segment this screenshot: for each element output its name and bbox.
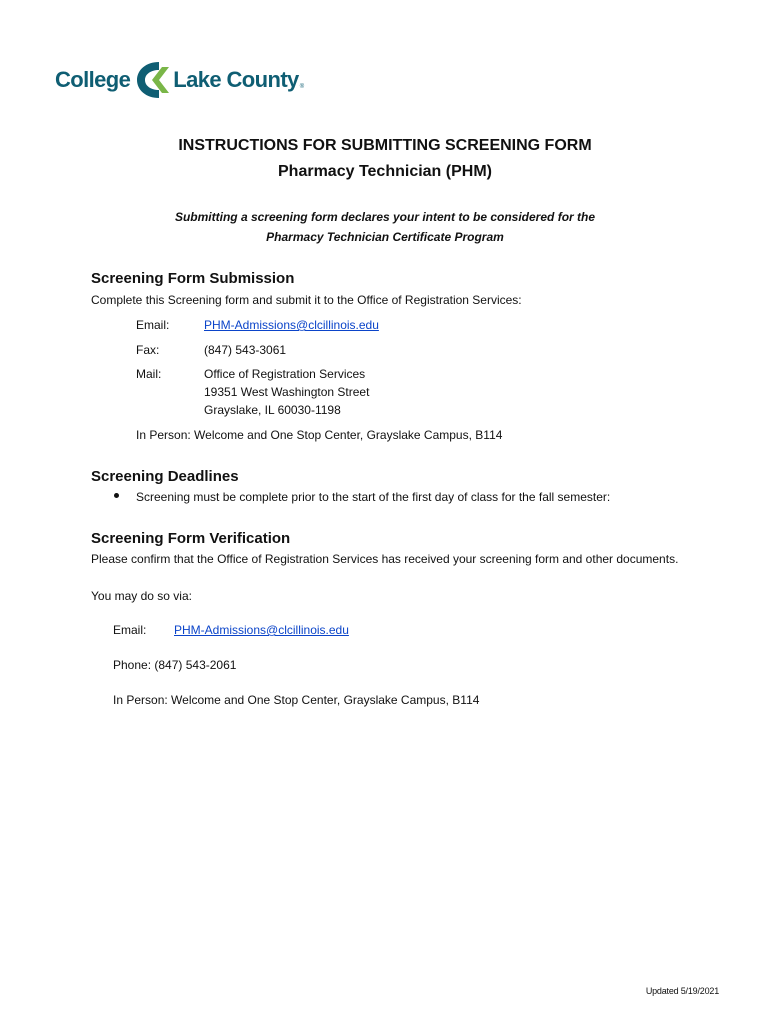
submission-fax-label: Fax: [136, 343, 160, 357]
submission-mail-line-1: Office of Registration Services [204, 367, 366, 381]
verification-via: You may do so via: [91, 589, 192, 603]
document-program-title: Pharmacy Technician (PHM) [278, 163, 492, 180]
verification-in-person: In Person: Welcome and One Stop Center, Grayslake Campus, B114 [113, 693, 480, 707]
college-logo [55, 58, 304, 102]
verification-email-label: Email: [113, 623, 147, 637]
logo-word-college: College [55, 67, 131, 92]
submission-email-label: Email: [136, 318, 170, 332]
submission-in-person: In Person: Welcome and One Stop Center, Grayslake Campus, B114 [136, 428, 503, 442]
submission-mail-line-3: Grayslake, IL 60030-1198 [204, 403, 341, 417]
bullet-icon [114, 493, 119, 498]
verification-phone: Phone: (847) 543-2061 [113, 658, 237, 672]
submission-heading: Screening Form Submission [91, 270, 295, 287]
logo-mark-icon [132, 58, 172, 102]
logo-word-lake-county: Lake County [173, 67, 299, 92]
verification-intro: Please confirm that the Office of Registration Services has received your screening form and other documents. [91, 552, 679, 566]
intent-statement-line-1: Submitting a screening form declares your intent to be considered for the [174, 210, 596, 224]
verification-heading: Screening Form Verification [91, 530, 291, 547]
submission-mail-line-2: 19351 West Washington Street [204, 385, 370, 399]
logo-trademark: ® [299, 84, 305, 90]
submission-fax-value: (847) 543-3061 [204, 343, 287, 357]
deadlines-heading: Screening Deadlines [91, 468, 239, 485]
intent-statement-line-2: Pharmacy Technician Certificate Program [266, 230, 504, 244]
submission-mail-label: Mail: [136, 367, 162, 381]
document-title: INSTRUCTIONS FOR SUBMITTING SCREENING FORM [178, 137, 592, 154]
deadlines-bullet-1: Screening must be complete prior to the start of the first day of class for the fall semester: [136, 490, 611, 504]
verification-email-link[interactable]: PHM-Admissions@clcillinois.edu [174, 623, 349, 637]
submission-email-link[interactable]: PHM-Admissions@clcillinois.edu [204, 318, 379, 332]
updated-date: Updated 5/19/2021 [645, 986, 719, 996]
submission-intro: Complete this Screening form and submit it to the Office of Registration Services: [91, 293, 522, 307]
